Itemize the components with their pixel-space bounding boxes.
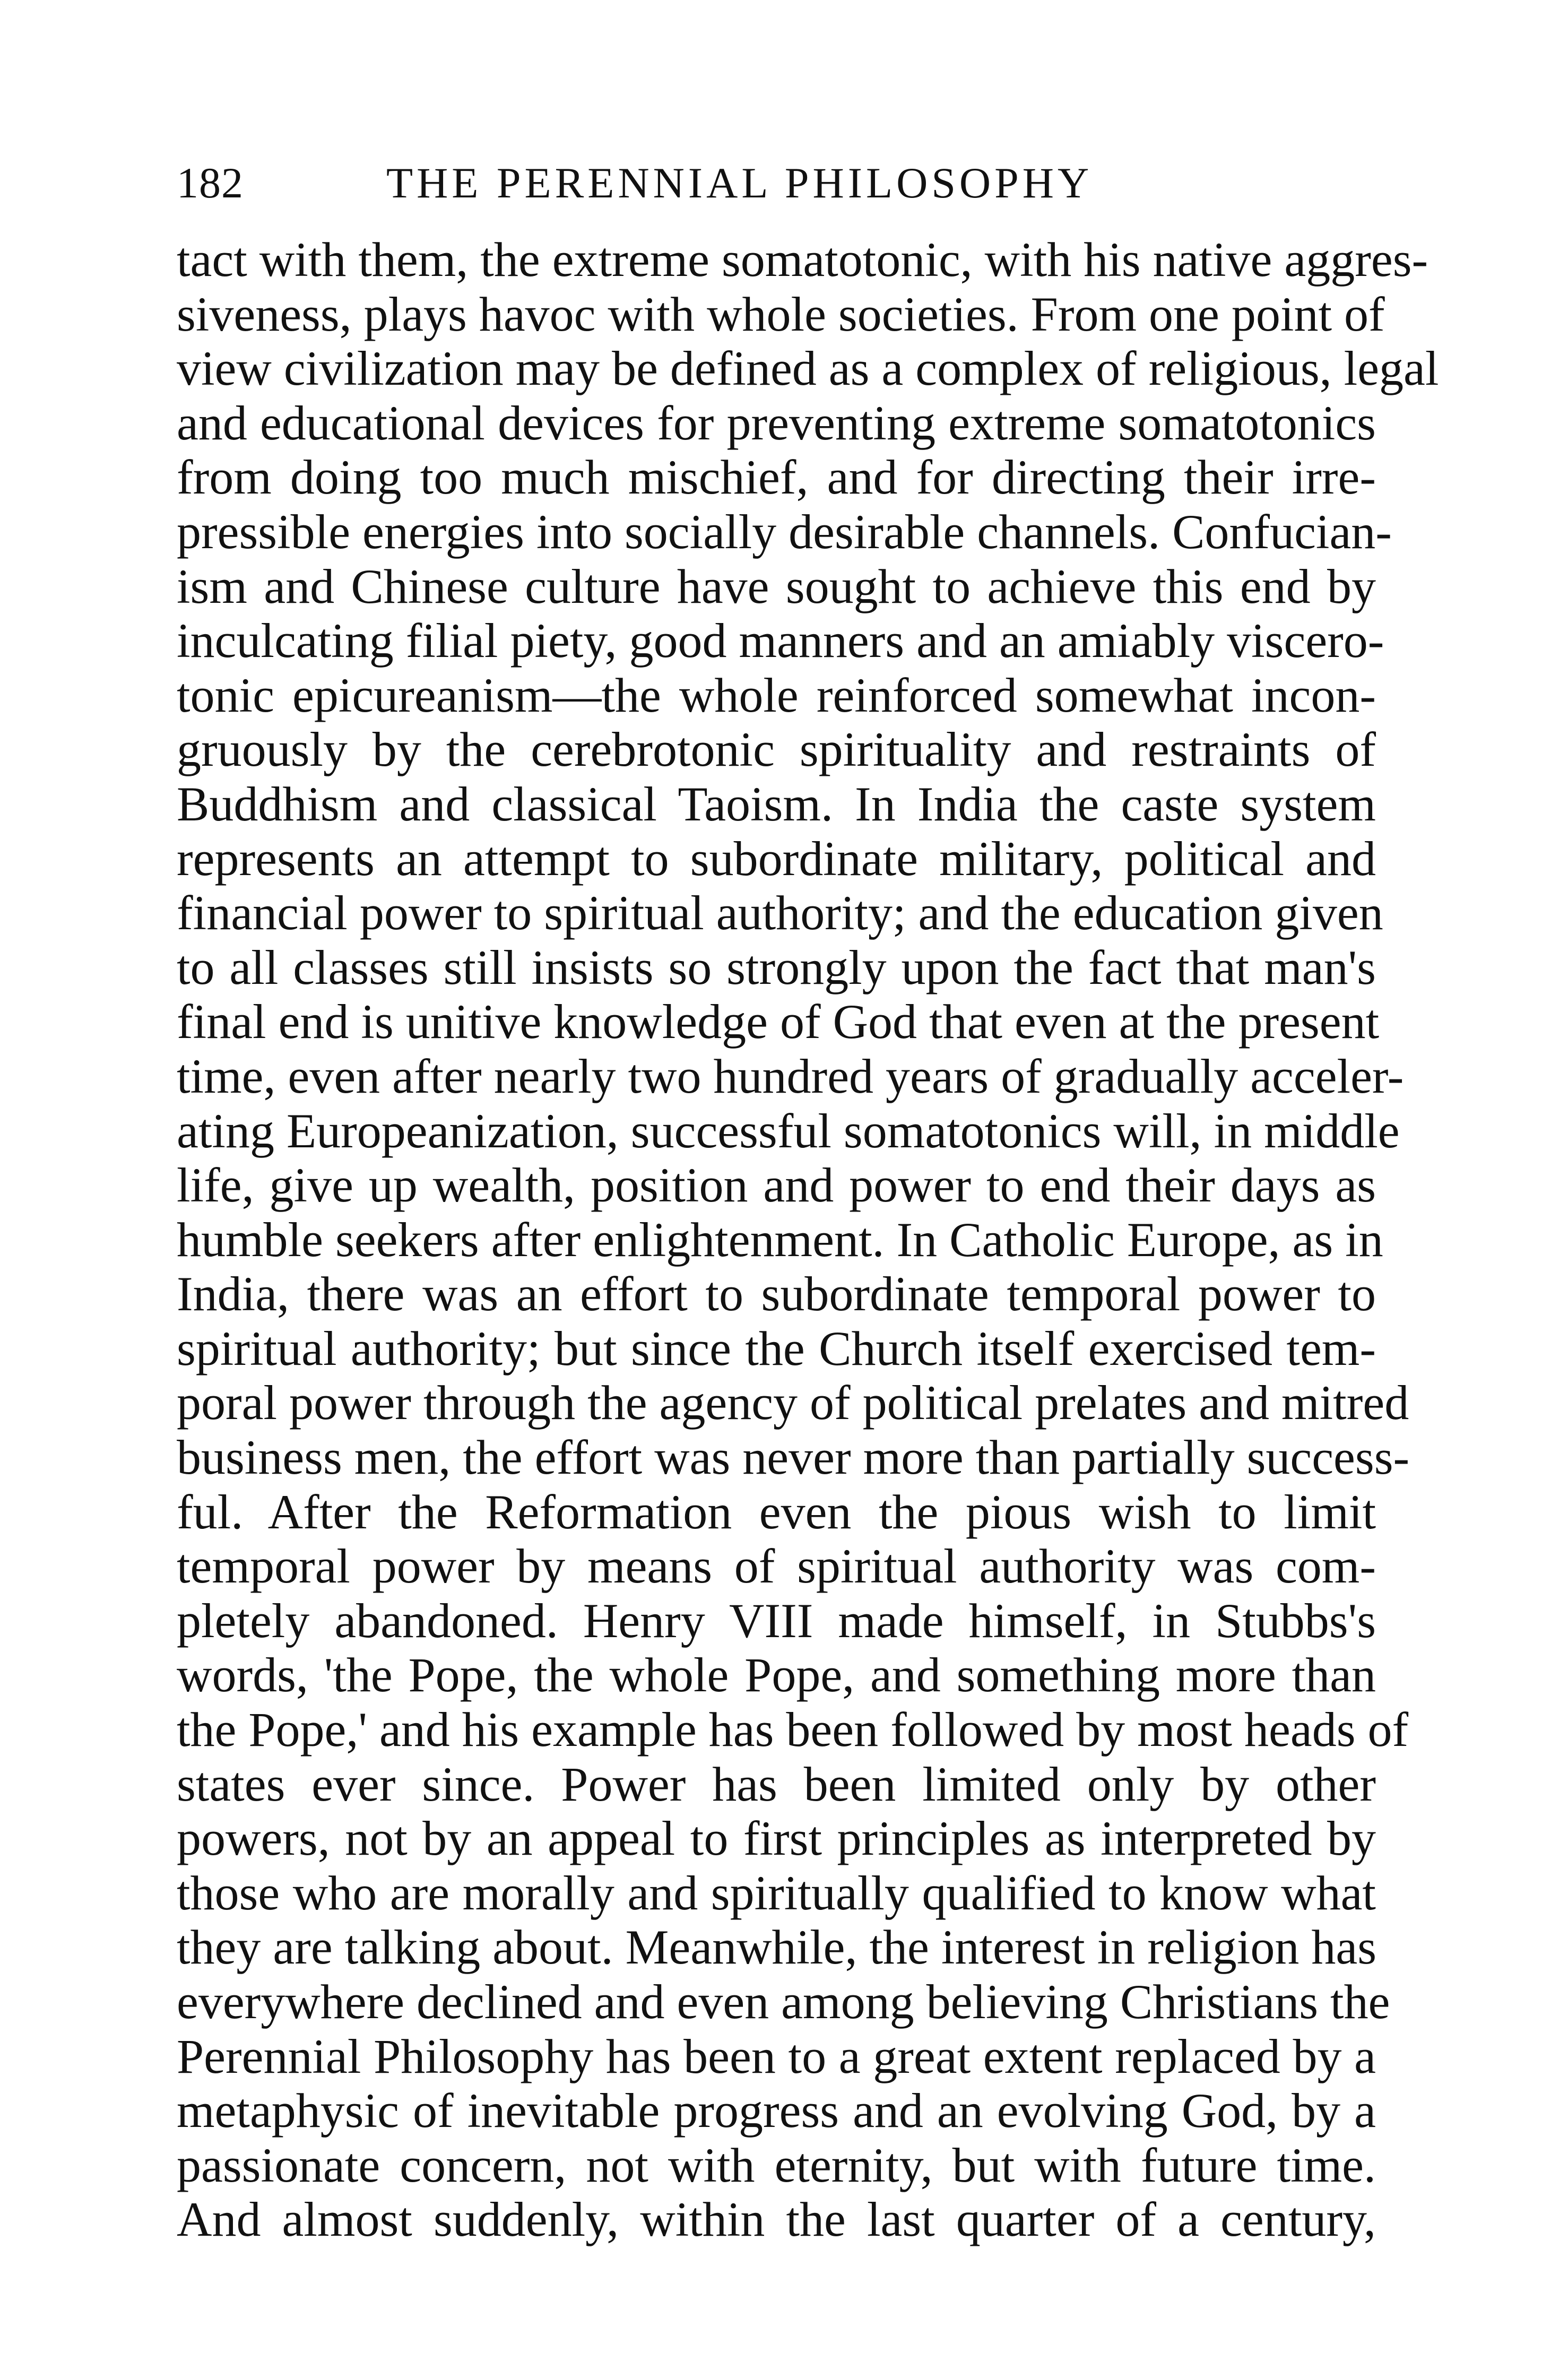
- text-line: metaphysic of inevitable progress and an evolving God, by a: [177, 2083, 1376, 2138]
- running-head: [177, 154, 1376, 212]
- text-line: from doing too much mischief, and for directing their irre-: [177, 450, 1376, 505]
- text-line: poral power through the agency of political prelates and mitred: [177, 1376, 1409, 1430]
- text-line: gruously by the cerebrotonic spirituality and restraints of: [177, 722, 1376, 777]
- text-line: view civilization may be defined as a complex of religious, legal: [177, 341, 1439, 396]
- text-line: humble seekers after enlightenment. In Catholic Europe, as in: [177, 1212, 1383, 1267]
- text-line: and educational devices for preventing extreme somatotonics: [177, 395, 1376, 450]
- text-line: ating Europeanization, successful somatotonics will, in middle: [177, 1103, 1400, 1158]
- running-title: THE PERENNIAL PHILOSOPHY: [386, 159, 1093, 207]
- text-line: India, there was an effort to subordinate temporal power to: [177, 1267, 1376, 1321]
- body-paragraph: [177, 232, 1439, 2247]
- text-line: business men, the effort was never more than partially success-: [177, 1430, 1410, 1485]
- text-line: spiritual authority; but since the Church itself exercised tem-: [177, 1321, 1376, 1376]
- text-line: words, 'the Pope, the whole Pope, and something more than: [177, 1648, 1376, 1702]
- text-line: those who are morally and spiritually qualified to know what: [177, 1865, 1376, 1920]
- text-line: tact with them, the extreme somatotonic, with his native aggres-: [177, 232, 1428, 287]
- text-line: time, even after nearly two hundred years of gradually acceler-: [177, 1049, 1404, 1103]
- text-line: powers, not by an appeal to first principles as interpreted by: [177, 1811, 1376, 1866]
- text-line: tonic epicureanism—the whole reinforced somewhat incon-: [177, 668, 1376, 722]
- text-line: Perennial Philosophy has been to a great extent replaced by a: [177, 2029, 1376, 2083]
- text-line: everywhere declined and even among believing Christians the: [177, 1975, 1390, 2029]
- text-line: life, give up wealth, position and power to end their days as: [177, 1158, 1376, 1213]
- text-line: inculcating filial piety, good manners and an amiably viscero-: [177, 613, 1384, 668]
- text-line: ism and Chinese culture have sought to achieve this end by: [177, 559, 1376, 613]
- text-line: final end is unitive knowledge of God that even at the present: [177, 994, 1380, 1049]
- text-line: temporal power by means of spiritual authority was com-: [177, 1539, 1376, 1594]
- text-line: they are talking about. Meanwhile, the interest in religion has: [177, 1920, 1377, 1975]
- text-line: to all classes still insists so strongly upon the fact that man's: [177, 940, 1376, 994]
- text-line: financial power to spiritual authority; and the education given: [177, 886, 1383, 940]
- text-line: Buddhism and classical Taoism. In India the caste system: [177, 776, 1376, 831]
- text-line: the Pope,' and his example has been followed by most heads of: [177, 1702, 1409, 1757]
- text-line: pletely abandoned. Henry VIII made himself, in Stubbs's: [177, 1593, 1376, 1648]
- text-line: states ever since. Power has been limited only by other: [177, 1757, 1376, 1811]
- text-line: represents an attempt to subordinate military, political and: [177, 831, 1376, 886]
- text-line: siveness, plays havoc with whole societies. From one point of: [177, 287, 1385, 341]
- text-line: ful. After the Reformation even the pious wish to limit: [177, 1484, 1376, 1539]
- text-line: pressible energies into socially desirable channels. Confucian-: [177, 504, 1392, 559]
- page-number: 182: [177, 159, 244, 207]
- text-line: passionate concern, not with eternity, but with future time.: [177, 2138, 1376, 2192]
- text-line: And almost suddenly, within the last quarter of a century,: [177, 2192, 1376, 2247]
